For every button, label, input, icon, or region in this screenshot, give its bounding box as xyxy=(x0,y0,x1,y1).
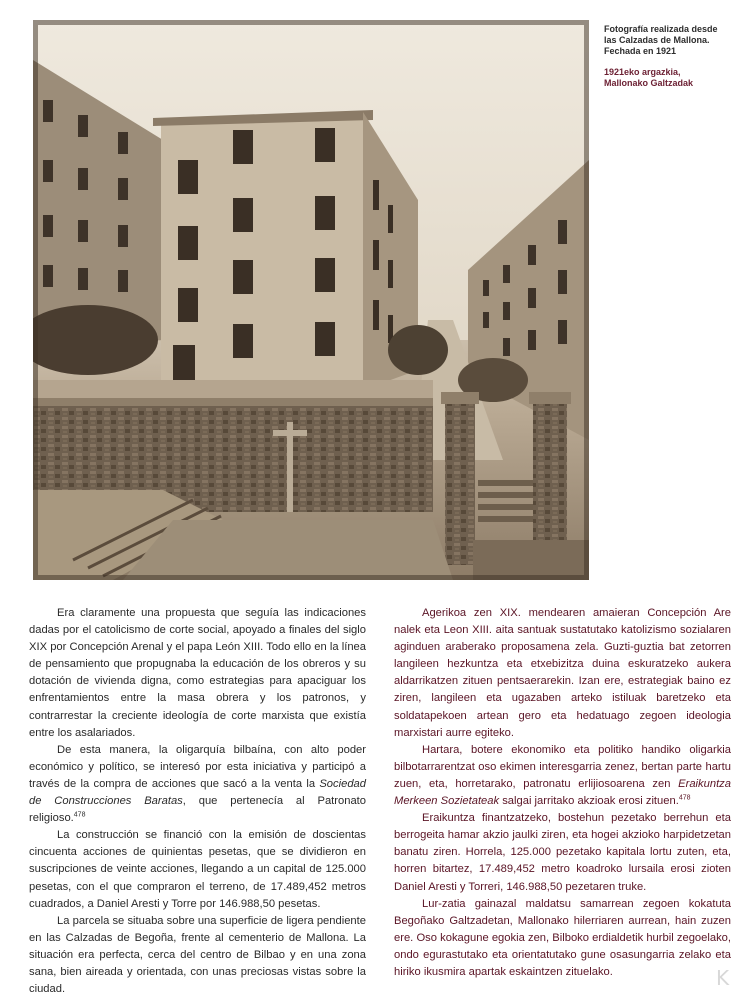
paragraph-eu-4: Lur-zatia gainazal maldatsu samarrean zegoen kokatuta Begoñako Galtzadetan, Mallonako hilerriaren aurrean, hain zuzen ere. Oso kokagune egokia zen, Bilboko erdialdetik hurbil zegoelako, ondo egurastutako eta orientatutako gune osasungarria zelako eta hiriko ikusmira apartak eskaintzen zituelako. xyxy=(394,897,731,978)
text-column-basque xyxy=(394,605,731,981)
paragraph-eu-1: Agerikoa zen XIX. mendearen amaieran Concepción Are nalek eta Leon XIII. aita santuak sustatutako katolizismo sozialaren aginduen araberako proposamena zela. Guzti-guztia bat zetorren langileen hezkuntza eta etxebizitza duina eskuratzeko aukera aldarrikatzen zituen pentsaerarekin. Izan ere, estrategiak baino ez ziren, langileen eta ugazaben arteko istiluak baretzeko eta soldatapekoen artean gero eta hedatuago zegoen ideologia marxistari aurre egiteko. xyxy=(394,607,731,739)
photo-caption-basque: 1921eko argazkia, Mallonako Galtzadak xyxy=(604,67,694,88)
paragraph-es-2 xyxy=(29,742,366,827)
paragraph-es-3: La construcción se financió con la emisión de doscientas cincuenta acciones de quinientas pesetas, que se dividieron en suscripciones de veinte acciones, llegando a un capital de 125.000 pesetas, con el que compraron el terreno, de 17.489,452 metros cuadrados, a Daniel Aresti y Torre por 146.988,50 pesetas. xyxy=(29,829,366,910)
historic-photograph xyxy=(33,20,589,580)
photo-caption-spanish: Fotografía realizada desde las Calzadas de Mallona. Fechada en 1921 xyxy=(604,24,718,56)
paragraph-es-2-part-a: De esta manera, la oligarquía bilbaína, con alto poder económico y político, se interesó por esta iniciativa y participó a través de la compra de acciones que sacó a la venta la xyxy=(29,743,366,790)
paragraph-eu-3: Eraikuntza finantzatzeko, bostehun pezetako berrehun eta berrogeita hamar akzio jaulki ziren, eta hogei akzioko harpidetzetan banatu ziren. Horrela, 125.000 pezetako kapitala lortu zuten, eta, horren bitartez, 17.489,452 metro koadroko lursaila erosi zioten Daniel Aresti y Torreri, 146.988,50 pezetaren truke. xyxy=(394,812,731,893)
paragraph-eu-2-part-b: salgai jarritako akzioak erosi zituen. xyxy=(499,795,679,808)
footnote-ref-es: 478 xyxy=(73,811,86,819)
photo-illustration xyxy=(33,20,589,580)
paragraph-eu-2-emphasis: Eraikuntza Merkeen Sozietateak xyxy=(394,777,731,808)
paragraph-es-2-part-b: , que pertenecía al Patronato religioso. xyxy=(29,795,366,825)
text-column-spanish xyxy=(29,605,366,998)
paragraph-es-4: La parcela se situaba sobre una superficie de ligera pendiente en las Calzadas de Begoña, frente al cementerio de Mallona. La situación era perfecta, cerca del centro de Bilbao y en una zona sana, bien aireada y orientada, con unas preciosas vistas sobre la ciudad. xyxy=(29,914,366,996)
watermark-letter: K xyxy=(716,966,730,990)
footnote-ref-eu: 478 xyxy=(678,794,691,802)
paragraph-eu-2-part-a: Hartara, botere ekonomiko eta politiko handiko oligarkia bilbotarrarentzat oso ekimen interesgarria zenez, bertan parte hartu zuen, eta, horretarako, patronatu erlijiosoarena zen xyxy=(394,743,731,790)
paragraph-es-2-emphasis: Sociedad de Construcciones Baratas xyxy=(29,777,366,808)
paragraph-es-1: Era claramente una propuesta que seguía las indicaciones dadas por el catolicismo de corte social, apoyado a finales del siglo XIX por Concepción Arenal y el papa León XIII. Todo ello en la línea de pensamiento que propugnaba la educación de los obreros y su dotación de vivienda digna, como estrategias para apaciguar los enfrentamientos entre la masa obrera y los patronos, y contrarrestar la creciente ideología de corte marxista que existía entre los asalariados. xyxy=(29,607,366,739)
paragraph-eu-2 xyxy=(394,742,731,810)
